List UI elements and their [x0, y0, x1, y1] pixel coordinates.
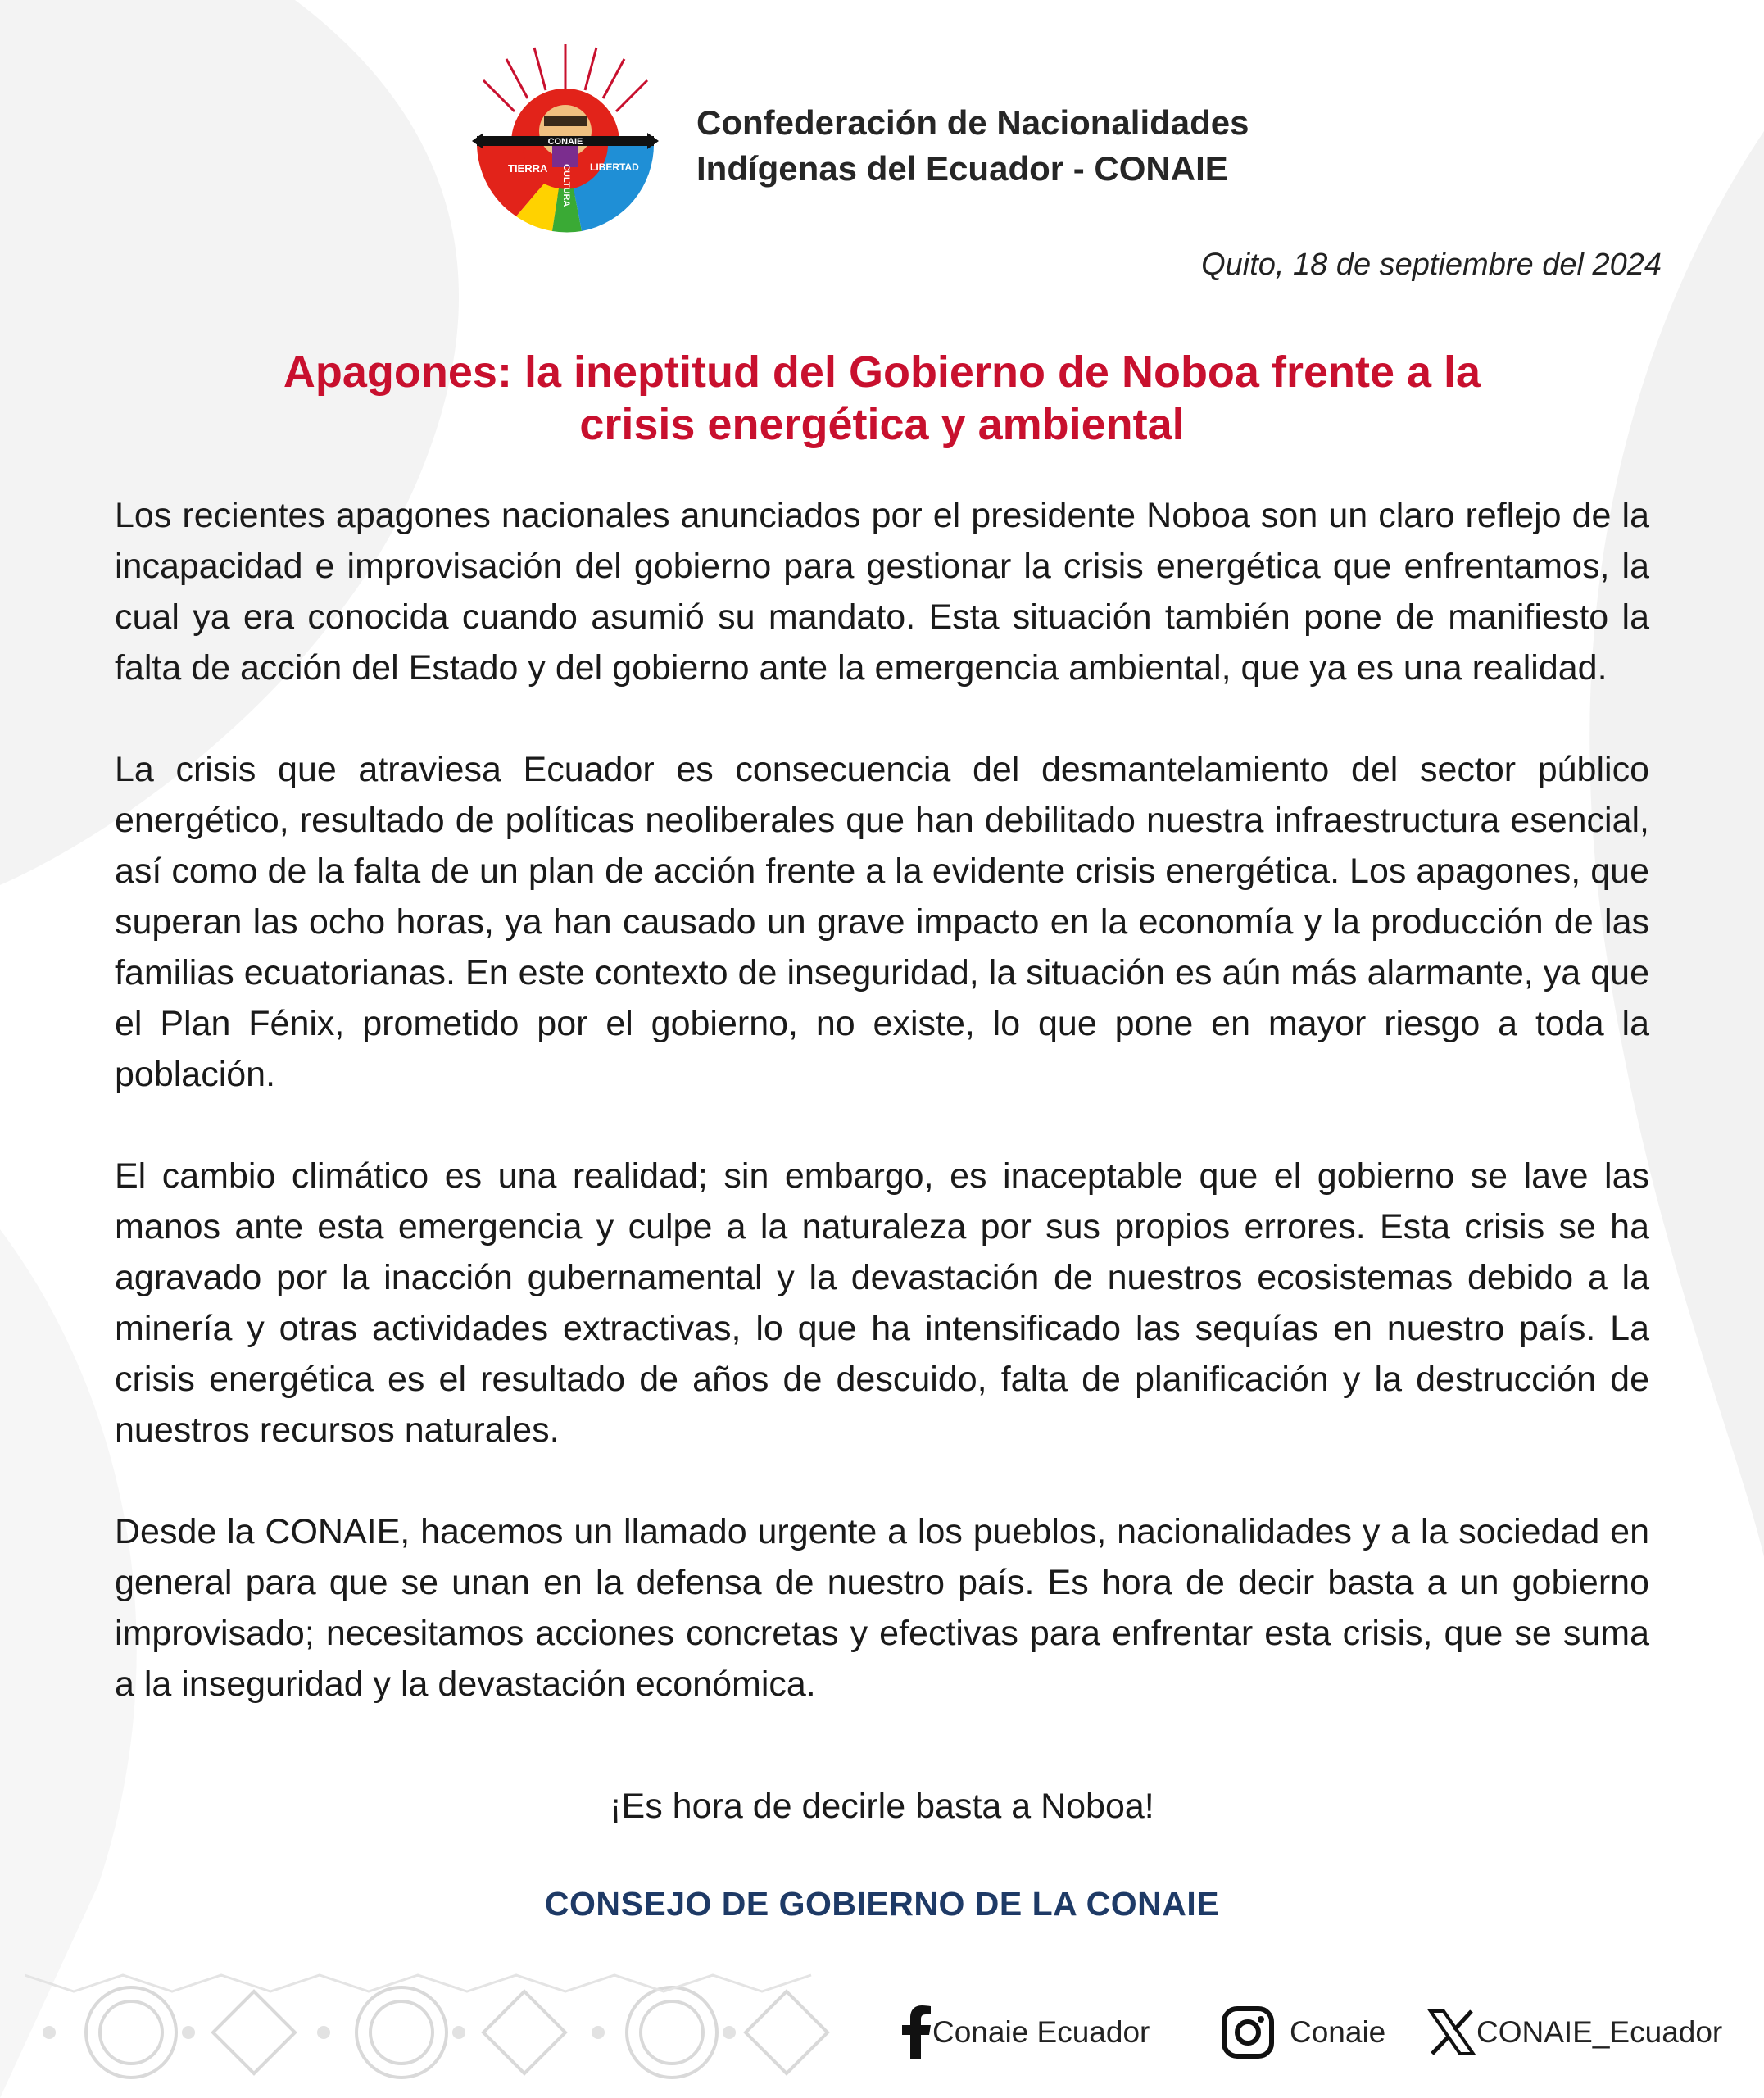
logo-slogan-cultura: CULTURA	[561, 164, 571, 207]
decorative-pattern	[25, 1967, 844, 2090]
paragraph-3: El cambio climático es una realidad; sin embargo, es inaceptable que el gobierno se lave las manos ante esta emergencia y culpe a la naturaleza por sus propios errores. Esta crisis se ha agravado por la inacción gubernamental y la devastación de nuestros ecosistemas debido a la minería y otras actividades extractivas, lo que ha intensificado las sequías en nuestro país. La crisis energética es el resultado de años de descuido, falta de planificación y la destrucción de nuestros recursos naturales.	[115, 1156, 1649, 1450]
x-icon	[1427, 2008, 1476, 2057]
x-handle: CONAIE_Ecuador	[1476, 2015, 1723, 2049]
conaie-logo	[467, 39, 664, 236]
title-line2: crisis energética y ambiental	[579, 400, 1185, 449]
instagram-icon	[1221, 2005, 1275, 2059]
document-title	[115, 346, 1649, 451]
document-date: Quito, 18 de septiembre del 2024	[1201, 247, 1662, 282]
organization-name	[696, 100, 1434, 192]
logo-wordmark: CONAIE	[547, 137, 583, 147]
logo-slogan-libertad: LIBERTAD	[590, 161, 639, 173]
paragraph-2: La crisis que atraviesa Ecuador es consecuencia del desmantelamiento del sector público energético, resultado de políticas neoliberales que han debilitado nuestra infraestructura esencial, así como de la falta de un plan de acción frente a la evidente crisis energética. Los apagones, que superan las ocho horas, ya han causado un grave impacto en la economía y la producción de las familias ecuatorianas. En este contexto de inseguridad, la situación es aún más alarmante, ya que el Plan Fénix, prometido por el gobierno, no existe, lo que pone en mayor riesgo a toda la población.	[115, 750, 1649, 1094]
closing-slogan: ¡Es hora de decirle basta a Noboa!	[610, 1787, 1154, 1826]
document-body	[115, 490, 1649, 1760]
paragraph-1: Los recientes apagones nacionales anunciados por el presidente Noboa son un claro reflejo de la incapacidad e improvisación del gobierno para gestionar la crisis energética que enfrentamos, la cual ya era conocida cuando asumió su mandato. Esta situación también pone de manifiesto la falta de acción del Estado y del gobierno ante la emergencia ambiental, que ya es una realidad.	[115, 496, 1649, 688]
logo-slogan-tierra: TIERRA	[508, 162, 548, 175]
title-line1: Apagones: la ineptitud del Gobierno de Noboa frente a la	[283, 347, 1481, 397]
facebook-handle: Conaie Ecuador	[932, 2015, 1150, 2049]
facebook-link[interactable]	[900, 2000, 1150, 2065]
x-link[interactable]	[1427, 2000, 1722, 2065]
signature: CONSEJO DE GOBIERNO DE LA CONAIE	[544, 1885, 1220, 1923]
instagram-link[interactable]	[1221, 2000, 1385, 2065]
instagram-handle: Conaie	[1290, 2015, 1386, 2049]
org-name-line1: Confederación de Nacionalidades	[696, 103, 1249, 142]
facebook-icon	[900, 2005, 932, 2059]
paragraph-4: Desde la CONAIE, hacemos un llamado urgente a los pueblos, nacionalidades y a la sociedad en general para que se unan en la defensa de nuestro país. Es hora de decir basta a un gobierno improvisado; necesitamos acciones concretas y efectivas para enfrentar esta crisis, que se suma a la inseguridad y la devastación económica.	[115, 1512, 1649, 1704]
org-name-line2: Indígenas del Ecuador - CONAIE	[696, 149, 1228, 188]
